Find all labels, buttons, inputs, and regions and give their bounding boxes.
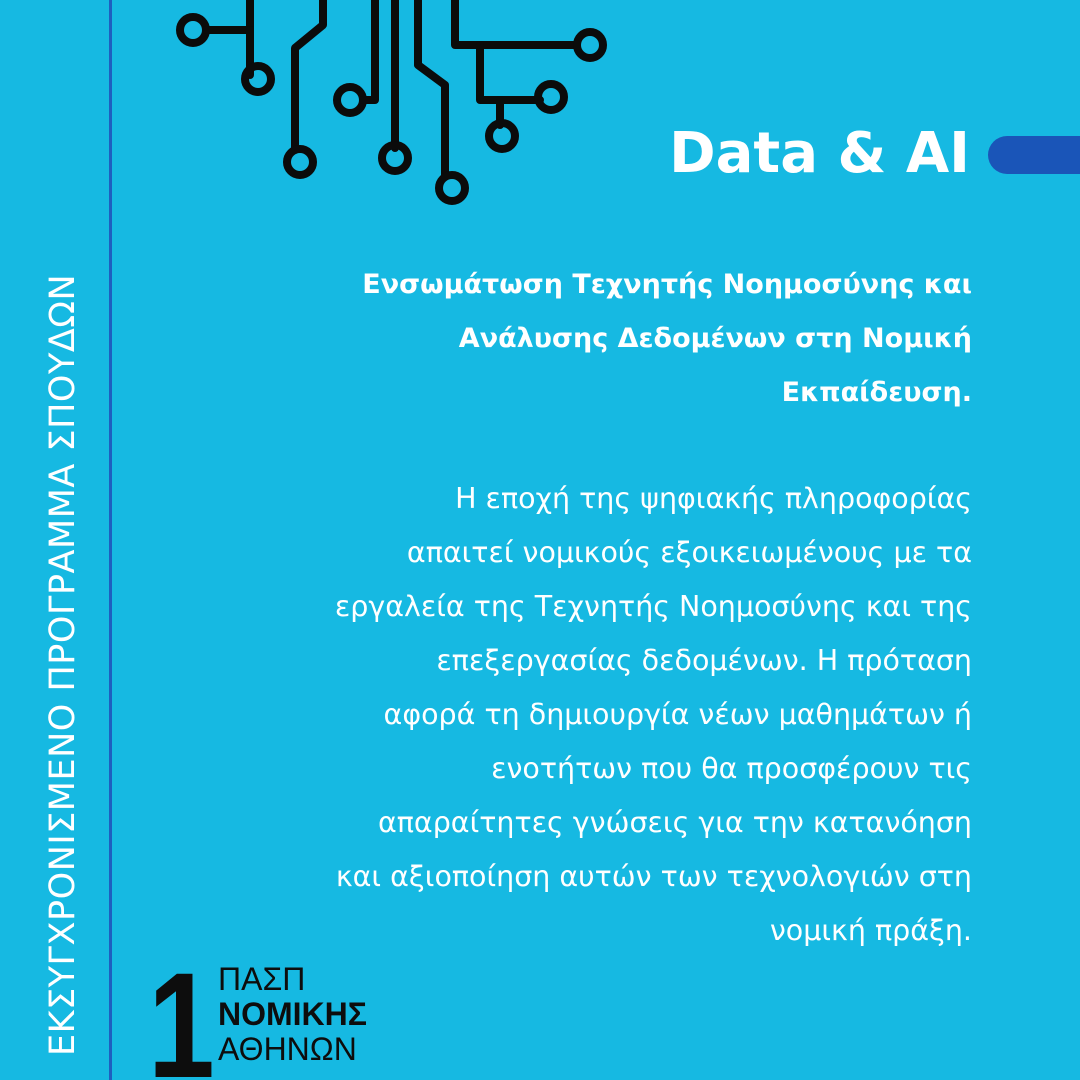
logo-line-3: ΑΘΗΝΩΝ <box>218 1031 357 1067</box>
body-line: εργαλεία της Τεχνητής Νοημοσύνης και της <box>334 590 972 623</box>
logo-number: 1 <box>148 941 215 1080</box>
subtitle <box>192 258 972 420</box>
logo-line-1: ΠΑΣΠ <box>218 961 306 997</box>
body-paragraph <box>152 472 972 958</box>
body-line: αφορά τη δημιουργία νέων μαθημάτων ή <box>383 698 972 731</box>
circuit-icon <box>150 0 620 215</box>
subtitle-line: Ανάλυσης Δεδομένων στη Νομική <box>458 323 972 354</box>
logo-text <box>218 962 367 1067</box>
subtitle-line: Ενσωμάτωση Τεχνητής Νοημοσύνης και <box>362 269 972 300</box>
body-line: και αξιοποίηση αυτών των τεχνολογιών στη <box>335 860 972 893</box>
accent-pill <box>988 136 1080 174</box>
body-line: νομική πράξη. <box>769 914 972 947</box>
vertical-divider <box>109 0 112 1080</box>
body-line: απαραίτητες γνώσεις για την κατανόηση <box>377 806 972 839</box>
body-line: Η εποχή της ψηφιακής πληροφορίας <box>455 482 972 515</box>
body-line: επεξεργασίας δεδομένων. Η πρόταση <box>436 644 972 677</box>
sidebar-vertical-title: ΕΚΣΥΓΧΡΟΝΙΣΜΕΝΟ ΠΡΟΓΡΑΜΜΑ ΣΠΟΥΔΩΝ <box>43 273 83 1056</box>
subtitle-line: Εκπαίδευση. <box>781 377 972 408</box>
logo-line-2: ΝΟΜΙΚΗΣ <box>218 996 367 1032</box>
body-line: ενοτήτων που θα προσφέρουν τις <box>491 752 972 785</box>
page-title: Data & AI <box>669 121 970 186</box>
body-line: απαιτεί νομικούς εξοικειωμένους με τα <box>406 536 972 569</box>
